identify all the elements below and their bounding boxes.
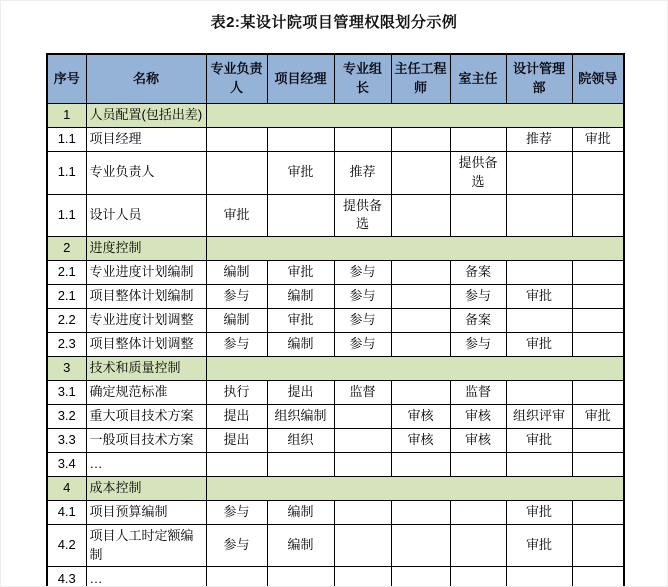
authority-cell-3 <box>391 567 450 587</box>
column-header-5: 主任工程师 <box>391 54 450 104</box>
authority-cell-6: 审批 <box>572 404 624 428</box>
authority-cell-2 <box>334 567 391 587</box>
authority-cell-1: 编制 <box>267 500 334 524</box>
table-row <box>47 285 624 309</box>
authority-cell-5 <box>506 452 572 476</box>
section-row <box>47 476 624 500</box>
authority-cell-1 <box>267 452 334 476</box>
column-header-7: 设计管理部 <box>506 54 572 104</box>
table-row <box>47 428 624 452</box>
row-number: 4.2 <box>47 524 86 567</box>
row-number: 4 <box>47 476 86 500</box>
authority-cell-1: 编制 <box>267 333 334 357</box>
column-header-1: 名称 <box>86 54 206 104</box>
row-number: 4.3 <box>47 567 86 587</box>
item-name: 项目经理 <box>86 127 206 151</box>
row-number: 4.1 <box>47 500 86 524</box>
table-row <box>47 333 624 357</box>
row-number: 1 <box>47 104 86 128</box>
section-row <box>47 104 624 128</box>
item-name: … <box>86 567 206 587</box>
section-name: 进度控制 <box>86 237 206 261</box>
row-number: 1.1 <box>47 194 86 237</box>
authority-cell-6 <box>572 428 624 452</box>
authority-cell-4: 审核 <box>450 404 506 428</box>
authority-cell-5 <box>506 309 572 333</box>
authority-cell-6 <box>572 333 624 357</box>
authority-cell-3 <box>391 194 450 237</box>
authority-cell-2: 监督 <box>334 380 391 404</box>
authority-cell-5: 审批 <box>506 333 572 357</box>
authority-cell-0: 编制 <box>206 309 267 333</box>
item-name: 设计人员 <box>86 194 206 237</box>
column-header-0: 序号 <box>47 54 86 104</box>
authority-cell-3 <box>391 380 450 404</box>
authority-cell-4: 参与 <box>450 285 506 309</box>
section-merged-cell <box>206 104 624 128</box>
authority-cell-5: 审批 <box>506 524 572 567</box>
table-title: 表2:某设计院项目管理权限划分示例 <box>210 14 458 31</box>
authority-cell-1: 审批 <box>267 261 334 285</box>
item-name: 专业负责人 <box>86 151 206 194</box>
row-number: 2.1 <box>47 285 86 309</box>
table-row <box>47 524 624 567</box>
authority-cell-6 <box>572 309 624 333</box>
table-row <box>47 151 624 194</box>
authority-cell-0: 参与 <box>206 285 267 309</box>
column-header-4: 专业组长 <box>334 54 391 104</box>
authority-cell-6 <box>572 500 624 524</box>
table-row <box>47 261 624 285</box>
authority-cell-4: 备案 <box>450 261 506 285</box>
authority-cell-1 <box>267 127 334 151</box>
authority-cell-2: 参与 <box>334 285 391 309</box>
authority-cell-0: 编制 <box>206 261 267 285</box>
item-name: 项目整体计划调整 <box>86 333 206 357</box>
authority-cell-0: 参与 <box>206 524 267 567</box>
authority-cell-3 <box>391 261 450 285</box>
authority-cell-2 <box>334 524 391 567</box>
row-number: 3.4 <box>47 452 86 476</box>
authority-cell-4 <box>450 194 506 237</box>
authority-cell-0: 参与 <box>206 500 267 524</box>
authority-cell-3 <box>391 524 450 567</box>
authority-cell-0: 执行 <box>206 380 267 404</box>
authority-cell-0 <box>206 452 267 476</box>
item-name: … <box>86 452 206 476</box>
table-body <box>47 104 624 587</box>
authority-cell-3 <box>391 151 450 194</box>
table-row <box>47 127 624 151</box>
authority-cell-3: 审核 <box>391 428 450 452</box>
authority-cell-1: 审批 <box>267 309 334 333</box>
table-row <box>47 567 624 587</box>
authority-cell-2 <box>334 404 391 428</box>
table-row <box>47 404 624 428</box>
authority-cell-3 <box>391 285 450 309</box>
item-name: 项目预算编制 <box>86 500 206 524</box>
authority-cell-5 <box>506 194 572 237</box>
authority-cell-4 <box>450 524 506 567</box>
table-row <box>47 380 624 404</box>
table-header <box>47 54 624 104</box>
section-merged-cell <box>206 237 624 261</box>
authority-cell-6 <box>572 194 624 237</box>
authority-cell-5: 审批 <box>506 285 572 309</box>
authority-cell-6 <box>572 524 624 567</box>
row-number: 2.2 <box>47 309 86 333</box>
authority-cell-6 <box>572 567 624 587</box>
authority-cell-6 <box>572 285 624 309</box>
authority-cell-6 <box>572 261 624 285</box>
section-merged-cell <box>206 476 624 500</box>
authority-cell-0: 审批 <box>206 194 267 237</box>
authority-cell-0: 提出 <box>206 428 267 452</box>
authority-cell-4: 审核 <box>450 428 506 452</box>
authority-cell-1: 编制 <box>267 285 334 309</box>
authority-cell-2 <box>334 452 391 476</box>
authority-cell-3 <box>391 452 450 476</box>
section-row <box>47 237 624 261</box>
table-row <box>47 194 624 237</box>
authority-cell-2 <box>334 428 391 452</box>
authority-cell-6: 审批 <box>572 127 624 151</box>
authority-cell-0 <box>206 151 267 194</box>
section-name: 技术和质量控制 <box>86 357 206 381</box>
authority-cell-5: 推荐 <box>506 127 572 151</box>
authority-cell-3: 审核 <box>391 404 450 428</box>
row-number: 3.3 <box>47 428 86 452</box>
header-row <box>47 54 624 104</box>
authority-table <box>46 53 625 587</box>
column-header-6: 室主任 <box>450 54 506 104</box>
authority-cell-1: 提出 <box>267 380 334 404</box>
item-name: 专业进度计划调整 <box>86 309 206 333</box>
row-number: 3.1 <box>47 380 86 404</box>
authority-cell-5: 审批 <box>506 500 572 524</box>
section-row <box>47 357 624 381</box>
authority-cell-4: 备案 <box>450 309 506 333</box>
authority-cell-0: 提出 <box>206 404 267 428</box>
authority-cell-6 <box>572 452 624 476</box>
authority-cell-4: 参与 <box>450 333 506 357</box>
column-header-3: 项目经理 <box>267 54 334 104</box>
authority-cell-5 <box>506 380 572 404</box>
authority-cell-3 <box>391 500 450 524</box>
authority-cell-2: 参与 <box>334 333 391 357</box>
item-name: 一般项目技术方案 <box>86 428 206 452</box>
authority-cell-3 <box>391 127 450 151</box>
row-number: 3 <box>47 357 86 381</box>
authority-cell-1 <box>267 567 334 587</box>
column-header-8: 院领导 <box>572 54 624 104</box>
authority-cell-2: 参与 <box>334 309 391 333</box>
row-number: 2 <box>47 237 86 261</box>
authority-cell-4 <box>450 452 506 476</box>
authority-cell-2 <box>334 500 391 524</box>
authority-cell-2: 提供备选 <box>334 194 391 237</box>
authority-cell-1: 组织编制 <box>267 404 334 428</box>
table-row <box>47 500 624 524</box>
authority-cell-6 <box>572 151 624 194</box>
authority-cell-0 <box>206 567 267 587</box>
section-merged-cell <box>206 357 624 381</box>
row-number: 2.3 <box>47 333 86 357</box>
table-row <box>47 309 624 333</box>
authority-cell-0 <box>206 127 267 151</box>
item-name: 重大项目技术方案 <box>86 404 206 428</box>
item-name: 专业进度计划编制 <box>86 261 206 285</box>
authority-cell-2: 推荐 <box>334 151 391 194</box>
authority-cell-4 <box>450 127 506 151</box>
row-number: 2.1 <box>47 261 86 285</box>
section-name: 成本控制 <box>86 476 206 500</box>
authority-cell-3 <box>391 333 450 357</box>
authority-cell-5 <box>506 151 572 194</box>
authority-cell-5 <box>506 567 572 587</box>
authority-cell-5: 组织评审 <box>506 404 572 428</box>
table-row <box>47 452 624 476</box>
row-number: 3.2 <box>47 404 86 428</box>
authority-cell-1: 编制 <box>267 524 334 567</box>
authority-cell-2 <box>334 127 391 151</box>
authority-cell-4 <box>450 500 506 524</box>
authority-cell-0: 参与 <box>206 333 267 357</box>
authority-cell-4 <box>450 567 506 587</box>
authority-cell-1: 组织 <box>267 428 334 452</box>
item-name: 项目整体计划编制 <box>86 285 206 309</box>
row-number: 1.1 <box>47 151 86 194</box>
authority-cell-5: 审批 <box>506 428 572 452</box>
authority-cell-2: 参与 <box>334 261 391 285</box>
authority-cell-1 <box>267 194 334 237</box>
authority-cell-3 <box>391 309 450 333</box>
item-name: 项目人工时定额编制 <box>86 524 206 567</box>
row-number: 1.1 <box>47 127 86 151</box>
authority-cell-1: 审批 <box>267 151 334 194</box>
authority-cell-4: 监督 <box>450 380 506 404</box>
section-name: 人员配置(包括出差) <box>86 104 206 128</box>
authority-cell-5 <box>506 261 572 285</box>
item-name: 确定规范标准 <box>86 380 206 404</box>
authority-cell-6 <box>572 380 624 404</box>
authority-cell-4: 提供备选 <box>450 151 506 194</box>
column-header-2: 专业负责人 <box>206 54 267 104</box>
